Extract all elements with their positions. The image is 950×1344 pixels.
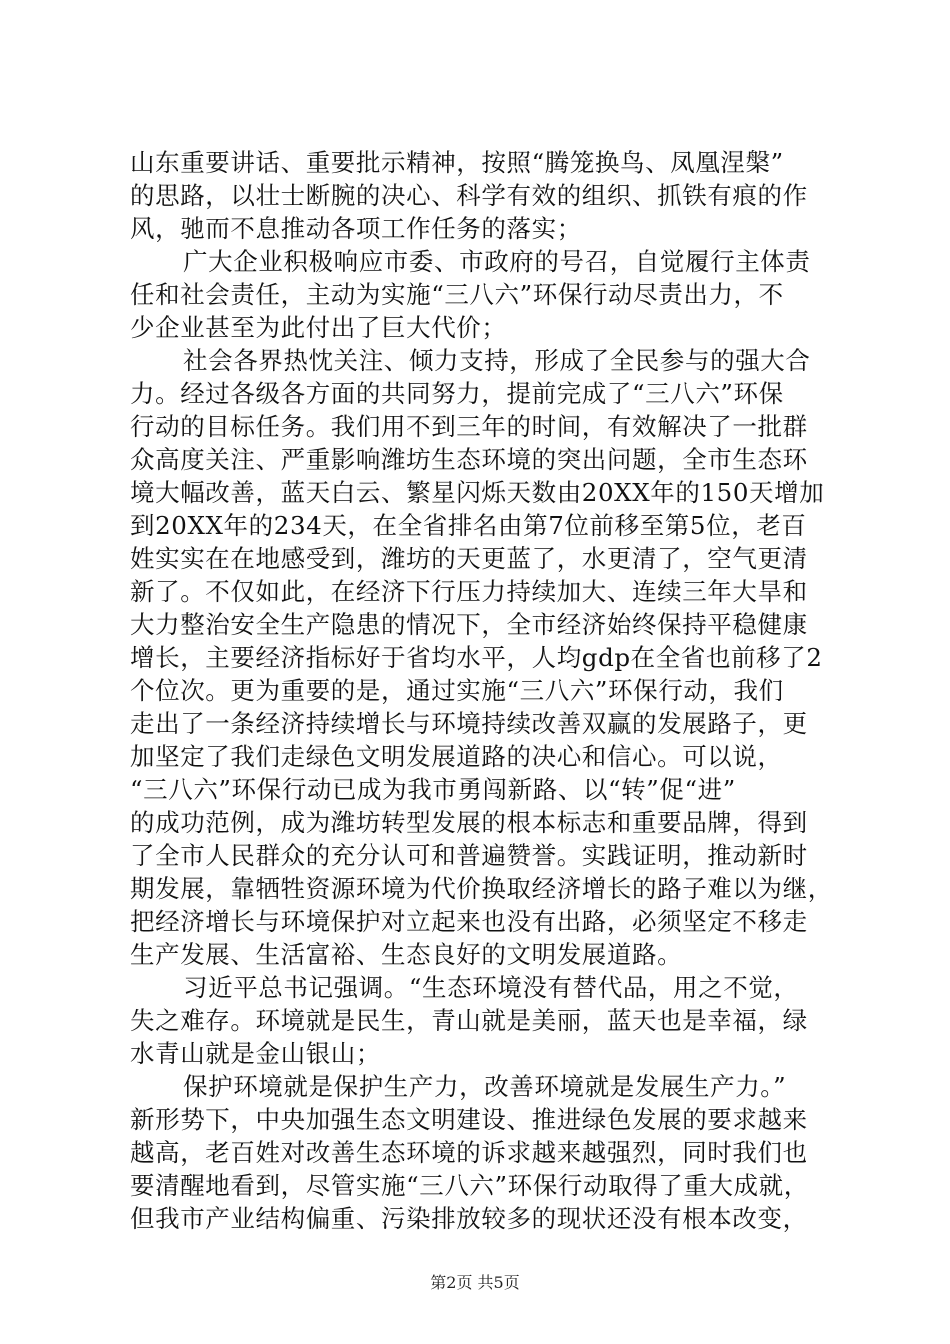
text-line: 但我市产业结构偏重、污染排放较多的现状还没有根本改变， [130, 1204, 808, 1233]
paragraph-start-line: 习近平总书记强调。“生态环境没有替代品，用之不觉， [183, 973, 799, 1002]
text-line: 众高度关注、严重影响潍坊生态环境的突出问题，全市生态环 [130, 445, 808, 474]
text-line: 行动的目标任务。我们用不到三年的时间，有效解决了一批群 [130, 412, 808, 441]
text-line: “三八六”环保行动已成为我市勇闯新路、以“转”促“进” [130, 775, 736, 804]
text-line: 了全市人民群众的充分认可和普遍赞誉。实践证明，推动新时 [130, 841, 808, 870]
text-line: 个位次。更为重要的是，通过实施“三八六”环保行动，我们 [130, 676, 784, 705]
text-line: 新了。不仅如此，在经济下行压力持续加大、连续三年大旱和 [130, 577, 808, 606]
text-line: 的成功范例，成为潍坊转型发展的根本标志和重要品牌，得到 [130, 808, 808, 837]
paragraph-start-line: 广大企业积极响应市委、市政府的号召，自觉履行主体责 [183, 247, 811, 276]
text-line: 加坚定了我们走绿色文明发展道路的决心和信心。可以说， [130, 742, 783, 771]
text-line: 生产发展、生活富裕、生态良好的文明发展道路。 [130, 940, 683, 969]
text-line: 任和社会责任，主动为实施“三八六”环保行动尽责出力，不 [130, 280, 784, 309]
text-line: 走出了一条经济持续增长与环境持续改善双赢的发展路子，更 [130, 709, 808, 738]
text-line: 越高，老百姓对改善生态环境的诉求越来越强烈，同时我们也 [130, 1138, 808, 1167]
text-line: 期发展，靠牺牲资源环境为代价换取经济增长的路子难以为继， [130, 874, 833, 903]
text-line: 力。经过各级各方面的共同努力，提前完成了“三八六”环保 [130, 379, 784, 408]
paragraph-start-line: 社会各界热忱关注、倾力支持，形成了全民参与的强大合 [183, 346, 811, 375]
text-line: 大力整治安全生产隐患的情况下，全市经济始终保持平稳健康 [130, 610, 808, 639]
text-line: 水青山就是金山银山； [130, 1039, 381, 1068]
text-line: 把经济增长与环境保护对立起来也没有出路，必须坚定不移走 [130, 907, 808, 936]
text-line: 少企业甚至为此付出了巨大代价； [130, 313, 507, 342]
text-line: 增长，主要经济指标好于省均水平，人均gdp在全省也前移了2 [130, 643, 823, 672]
text-line: 风，驰而不息推动各项工作任务的落实； [130, 214, 582, 243]
text-line: 要清醒地看到，尽管实施“三八六”环保行动取得了重大成就， [130, 1171, 809, 1200]
text-line: 的思路，以壮士断腕的决心、科学有效的组织、抓铁有痕的作 [130, 181, 808, 210]
text-line: 姓实实在在地感受到，潍坊的天更蓝了，水更清了，空气更清 [130, 544, 808, 573]
paragraph-start-line: 保护环境就是保护生产力，改善环境就是发展生产力。” [183, 1072, 787, 1101]
text-line: 山东重要讲话、重要批示精神，按照“腾笼换鸟、凤凰涅槃” [130, 148, 784, 177]
text-line: 失之难存。环境就是民生，青山就是美丽，蓝天也是幸福，绿 [130, 1006, 808, 1035]
text-line: 境大幅改善，蓝天白云、繁星闪烁天数由20XX年的150天增加 [130, 478, 825, 507]
page-number-footer: 第2页 共5页 [430, 1273, 520, 1292]
text-line: 新形势下，中央加强生态文明建设、推进绿色发展的要求越来 [130, 1105, 808, 1134]
text-line: 到20XX年的234天，在全省排名由第7位前移至第5位，老百 [130, 511, 807, 540]
